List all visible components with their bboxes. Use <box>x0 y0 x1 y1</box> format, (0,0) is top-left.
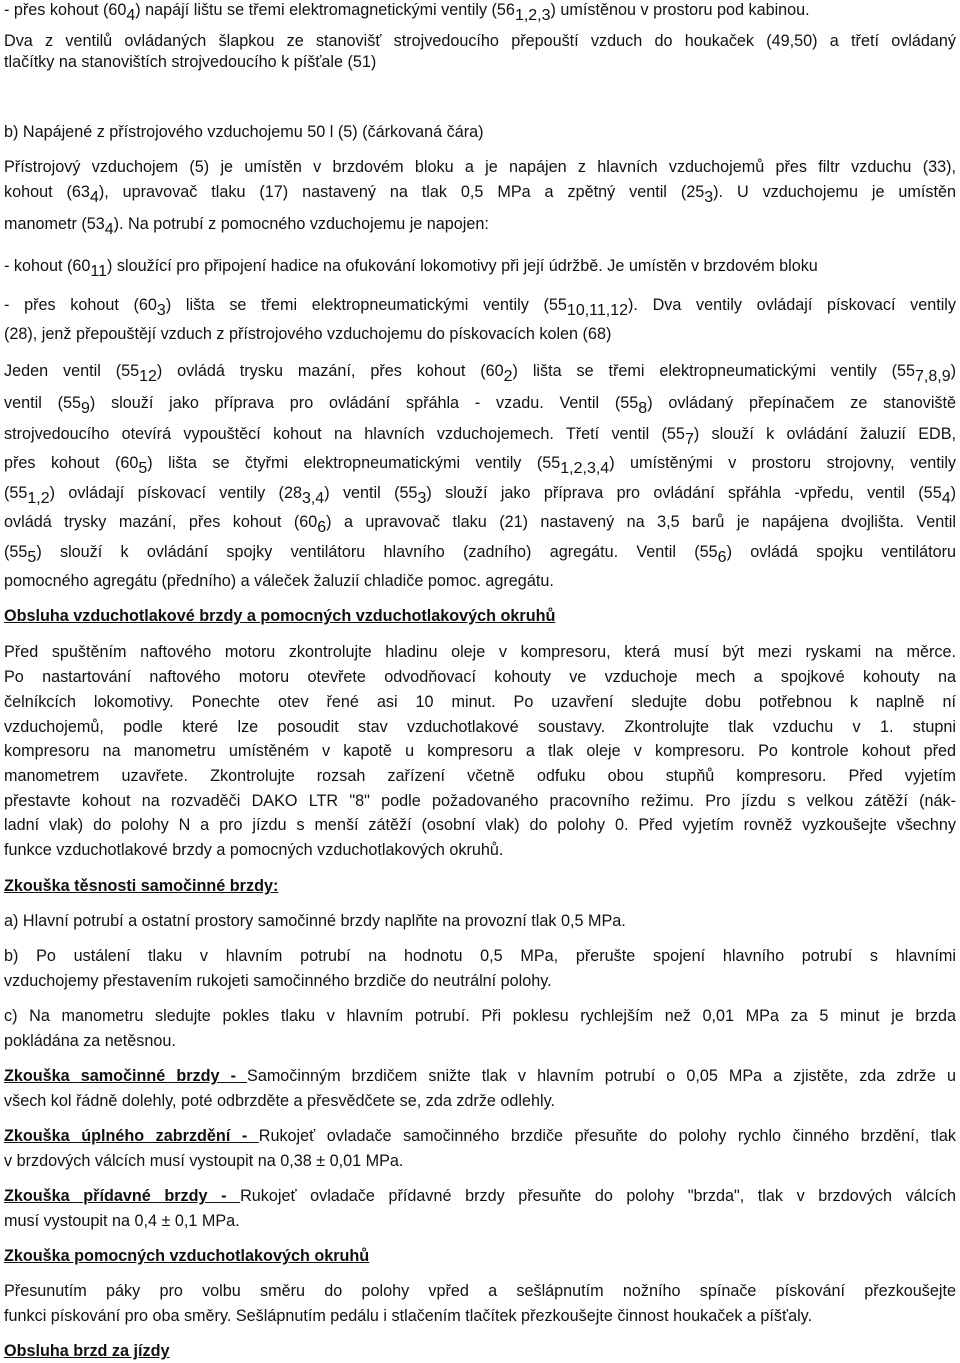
text-line <box>4 393 957 417</box>
text-run: ), upravovač tlaku (17) nastavený na tlak 0,5 MPa a zpětný ventil (25 <box>98 183 705 201</box>
text-line <box>4 424 957 448</box>
text-run: vzduchojemů, podle které lze posoudit stav vzduchotlakové soustavy. Zkontrolujte tlak vzduchu v 1. stupni <box>4 718 956 736</box>
text-line <box>4 122 956 142</box>
text-run: b) Po ustálení tlaku v hlavním potrubí na hodnotu 0,5 MPa, přerušte spojení hlavního potrubí s hlavními <box>4 947 956 965</box>
subscript: 4 <box>104 221 114 238</box>
text-run: funkci pískování pro oba směry. Sešlápnutím pedálu i stlačením tlačítek přezkoušejte činnost houkaček a píšťaly. <box>4 1307 813 1325</box>
subscript: 5 <box>138 460 148 477</box>
text-run: vzduchojemy přestavením rukojeti samočinného brzdiče do neutrální polohy. <box>4 972 552 990</box>
text-line <box>4 295 956 319</box>
text-run: pokládána za netěsnou. <box>4 1032 176 1050</box>
text-line <box>4 911 956 931</box>
text-run: Jeden ventil (55 <box>4 362 140 380</box>
subscript: 3,4 <box>301 490 325 507</box>
text-run: funkce vzduchotlakové brzdy a pomocných vzduchotlakových okruhů. <box>4 841 504 859</box>
text-run: přestavte kohout na rozvaděči DAKO LTR "8" podle požadovaného pracovního režimu. Pro jízdu s velkou zátěží (nák- <box>4 792 956 810</box>
text-line <box>4 1246 956 1266</box>
text-run: ) slouží k ovládání spojky ventilátoru hlavního (zadního) agregátu. Ventil (55 <box>36 543 718 561</box>
text-run: (55 <box>4 543 28 561</box>
text-run: ) lišta se třemi elektropneumatickými ventily (55 <box>165 296 567 314</box>
text-run: ). Dva ventily ovládají pískovací ventily <box>628 296 956 314</box>
text-line <box>4 512 956 536</box>
text-line <box>4 876 956 896</box>
text-run: - přes kohout (60 <box>4 296 157 314</box>
text-line <box>4 361 956 385</box>
subscript: 9 <box>80 400 90 417</box>
text-line <box>4 1091 956 1111</box>
text-line <box>4 1341 956 1361</box>
text-line <box>4 1211 956 1231</box>
subscript: 8 <box>638 400 648 417</box>
text-run: ) slouží k ovládání žaluzií EDB, <box>693 425 957 443</box>
subscript: 3 <box>156 302 166 319</box>
text-line <box>4 971 956 991</box>
text-line <box>4 182 956 206</box>
text-run: Samočinným brzdičem snižte tlak v hlavním potrubí o 0,05 MPa a zjistěte, zda zdrže u <box>247 1067 956 1085</box>
text-run: tlačítky na stanovištích strojvedoucího k píšťale (51) <box>4 53 377 71</box>
text-run: (55 <box>4 484 28 502</box>
text-run: ) slouží jako příprava pro ovládání spřáhla -vpředu, ventil (55 <box>426 484 942 502</box>
text-run: ) lišta se třemi elektropneumatickými ventily (55 <box>512 362 915 380</box>
text-run: čelníkcích lokomotivy. Ponechte otev řené asi 10 minut. Po uzavření sledujte dobu potřebnou k naplně ní <box>4 693 956 711</box>
text-run: pomocného agregátu (předního) a váleček žaluzií chladiče pomoc. agregátu. <box>4 572 554 590</box>
text-run: ) umístěnými v prostoru strojovny, ventily <box>609 454 957 472</box>
text-run: ) <box>950 362 956 380</box>
text-run: ). Na potrubí z pomocného vzduchojemu je napojen: <box>113 215 489 233</box>
subscript: 10,11,12 <box>566 302 629 319</box>
text-run: Přístrojový vzduchojem (5) je umístěn v brzdovém bloku a je napájen z hlavních vzduchojemů přes filtr vzduchu (33), <box>4 158 956 176</box>
section-heading: Zkouška pomocných vzduchotlakových okruhů <box>4 1247 370 1265</box>
section-heading: Obsluha brzd za jízdy <box>4 1342 170 1360</box>
text-line <box>4 1186 956 1206</box>
text-run: ) ovládá trysku mazání, přes kohout (60 <box>156 362 504 380</box>
text-line <box>4 815 956 835</box>
text-line <box>4 214 956 238</box>
text-run: přes kohout (60 <box>4 454 139 472</box>
text-line <box>4 453 957 477</box>
subscript: 4 <box>89 189 99 206</box>
subscript: 12 <box>139 368 157 385</box>
text-line <box>4 1066 956 1086</box>
text-run: musí vystoupit na 0,4 ± 0,1 MPa. <box>4 1212 240 1230</box>
text-line <box>4 1306 956 1326</box>
text-run: Před spuštěním naftového motoru zkontrolujte hladinu oleje v kompresoru, která musí být mezi ryskami na měrce. <box>4 643 956 661</box>
text-run: ). U vzduchojemu je umístěn <box>713 183 956 201</box>
text-line <box>4 1126 956 1146</box>
text-line <box>4 717 956 737</box>
text-line <box>4 642 956 662</box>
text-run: všech kol řádně dolehly, poté odbrzděte a přesvědčete se, zda zdrže odlehly. <box>4 1092 556 1110</box>
text-run: kompresoru na manometru umístěném v kapotě u kompresoru a tlak oleje v kompresoru. Po kontrole kohout před <box>4 742 956 760</box>
subscript: 4 <box>126 7 136 24</box>
text-run: ) <box>950 484 956 502</box>
subscript: 11 <box>90 263 107 280</box>
subscript: 3 <box>704 189 714 206</box>
subscript: 1,2,3 <box>514 7 551 24</box>
text-run: ladní vlak) do polohy N a pro jízdu s menší zátěží (osobní vlak) do polohy 0. Před vyjetím rovněž vyzkoušejte všechny <box>4 816 956 834</box>
text-run: ) ovládaný přepínačem ze stanoviště <box>647 394 957 412</box>
text-run: ) a upravovač tlaku (21) nastavený na 3,5 barů je napájena dvojlišta. Ventil <box>326 513 956 531</box>
text-line <box>4 542 956 566</box>
text-line <box>4 667 956 687</box>
section-heading: Zkouška úplného zabrzdění - <box>4 1127 259 1145</box>
subscript: 5 <box>27 549 37 566</box>
text-line <box>4 52 956 72</box>
subscript: 7,8,9 <box>915 368 951 385</box>
text-line <box>4 157 956 177</box>
text-run: - kohout (60 <box>4 257 91 275</box>
text-line <box>4 571 956 591</box>
text-run: ovládá trysky mazání, přes kohout (60 <box>4 513 318 531</box>
text-run: - přes kohout (60 <box>4 1 127 19</box>
text-line <box>4 1151 956 1171</box>
text-run: b) Napájené z přístrojového vzduchojemu 50 l (5) (čárkovaná čára) <box>4 123 484 141</box>
subscript: 7 <box>684 431 694 448</box>
text-line <box>4 483 956 507</box>
section-heading: Obsluha vzduchotlakové brzdy a pomocných vzduchotlakových okruhů <box>4 607 556 625</box>
text-run: ) ventil (55 <box>324 484 418 502</box>
text-line <box>4 741 956 761</box>
subscript: 4 <box>941 490 951 507</box>
text-line <box>4 766 956 786</box>
section-heading: Zkouška samočinné brzdy - <box>4 1067 248 1085</box>
subscript: 1,2 <box>27 490 50 507</box>
text-run: ) napájí lištu se třemi elektromagnetickými ventily (56 <box>135 1 515 19</box>
text-run: a) Hlavní potrubí a ostatní prostory samočinné brzdy naplňte na provozní tlak 0,5 MPa. <box>4 912 626 930</box>
text-run: ) lišta se čtyřmi elektropneumatickými ventily (55 <box>147 454 561 472</box>
text-run: strojvedoucího otevírá vypouštěcí kohout na hlavních vzduchojemech. Třetí ventil (55 <box>4 425 685 443</box>
text-line <box>4 256 956 280</box>
text-run: ) slouží jako příprava pro ovládání spřáhla - vzadu. Ventil (55 <box>89 394 639 412</box>
text-line <box>4 692 956 712</box>
text-run: Rukojeť ovladače samočinného brzdiče přesuňte do polohy rychlo činného brzdění, tlak <box>258 1127 956 1145</box>
text-line <box>4 606 956 626</box>
text-line <box>4 324 956 344</box>
text-run: ventil (55 <box>4 394 81 412</box>
text-run: Rukojeť ovladače přídavné brzdy přesuňte do polohy "brzda", tlak v brzdových válcích <box>240 1187 956 1205</box>
text-run: ) ovládá spojku ventilátoru <box>726 543 956 561</box>
text-line <box>4 31 956 51</box>
text-run: Přesunutím páky pro volbu směru do polohy vpřed a sešlápnutím nožního spínače pískování přezkoušejte <box>4 1282 956 1300</box>
text-run: ) sloužící pro připojení hadice na ofukování lokomotivy při její údržbě. Je umístěn v brzdovém bloku <box>107 257 818 275</box>
text-run: manometr (53 <box>4 215 105 233</box>
section-heading: Zkouška těsnosti samočinné brzdy: <box>4 877 279 895</box>
text-line <box>4 840 956 860</box>
text-line <box>4 791 956 811</box>
text-run: v brzdových válcích musí vystoupit na 0,38 ± 0,01 MPa. <box>4 1152 404 1170</box>
subscript: 2 <box>503 368 513 385</box>
text-run: manometrem uzavřete. Zkontrolujte rozsah zařízení včetně odfuku obou stupňů kompresoru. Před vyjetím <box>4 767 956 785</box>
text-line <box>4 946 956 966</box>
text-line <box>4 1006 956 1026</box>
text-run: Dva z ventilů ovládaných šlapkou ze stanovišť strojvedoucího přepouští vzduch do houkaček (49,50) a třetí ovládaný <box>4 32 956 50</box>
text-line <box>4 0 956 24</box>
text-run: kohout (63 <box>4 183 90 201</box>
text-run: c) Na manometru sledujte pokles tlaku v hlavním potrubí. Při poklesu rychlejším než 0,01 MPa za 5 minut je brzda <box>4 1007 956 1025</box>
text-line <box>4 1281 956 1301</box>
text-run: ) ovládají pískovací ventily (28 <box>49 484 302 502</box>
subscript: 6 <box>317 519 327 536</box>
text-run: ) umístěnou v prostoru pod kabinou. <box>550 1 810 19</box>
subscript: 3 <box>417 490 427 507</box>
subscript: 6 <box>717 549 727 566</box>
text-run: Po nastartování naftového motoru otevřete odvodňovací kohouty ve vzduchoje mech a spojkové kohouty na <box>4 668 956 686</box>
text-line <box>4 1031 956 1051</box>
subscript: 1,2,3,4 <box>560 460 610 477</box>
text-run: (28), jenž přepouštějí vzduch z přístrojového vzduchojemu do pískovacích kolen (68) <box>4 325 612 343</box>
section-heading: Zkouška přídavné brzdy - <box>4 1187 241 1205</box>
